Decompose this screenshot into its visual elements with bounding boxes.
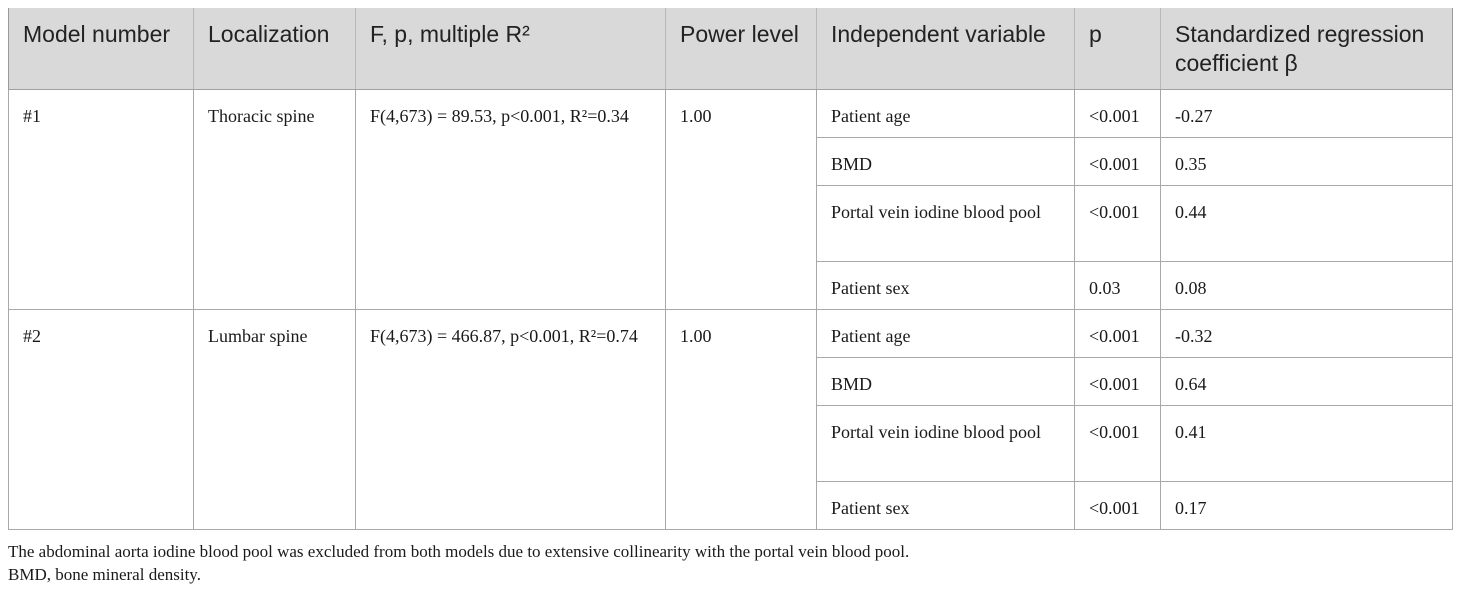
table-header — [9, 8, 1453, 90]
p-cell: <0.001 — [1075, 358, 1161, 406]
stats-cell: F(4,673) = 89.53, p<0.001, R²=0.34 — [356, 90, 666, 310]
table-row — [9, 310, 1453, 358]
p-cell: <0.001 — [1075, 138, 1161, 186]
p-cell: <0.001 — [1075, 406, 1161, 482]
header-f-p-r2: F, p, multiple R² — [356, 8, 666, 90]
variable-cell: Patient sex — [817, 482, 1075, 530]
variable-cell: Patient age — [817, 90, 1075, 138]
beta-cell: 0.41 — [1161, 406, 1453, 482]
p-cell: <0.001 — [1075, 186, 1161, 262]
footnote-bmd-abbreviation: BMD, bone mineral density. — [8, 565, 201, 584]
header-localization: Localization — [194, 8, 356, 90]
power-cell: 1.00 — [666, 90, 817, 310]
variable-cell: Patient age — [817, 310, 1075, 358]
variable-cell: Patient sex — [817, 262, 1075, 310]
header-model-number: Model number — [9, 8, 194, 90]
beta-cell: 0.35 — [1161, 138, 1453, 186]
p-cell: <0.001 — [1075, 482, 1161, 530]
header-power-level: Power level — [666, 8, 817, 90]
beta-cell: 0.08 — [1161, 262, 1453, 310]
variable-cell: Portal vein iodine blood pool — [817, 406, 1075, 482]
header-independent-variable: Independent variable — [817, 8, 1075, 90]
variable-cell: BMD — [817, 358, 1075, 406]
header-p: p — [1075, 8, 1161, 90]
header-beta: Standardized regression coefficient β — [1161, 8, 1453, 90]
localization-cell: Lumbar spine — [194, 310, 356, 530]
localization-cell: Thoracic spine — [194, 90, 356, 310]
table-row — [9, 90, 1453, 138]
beta-cell: 0.17 — [1161, 482, 1453, 530]
beta-cell: -0.32 — [1161, 310, 1453, 358]
footnote-collinearity: The abdominal aorta iodine blood pool was excluded from both models due to extensive collinearity with the portal vein blood pool. — [8, 542, 910, 561]
stats-cell: F(4,673) = 466.87, p<0.001, R²=0.74 — [356, 310, 666, 530]
model-number-cell: #1 — [9, 90, 194, 310]
p-cell: <0.001 — [1075, 310, 1161, 358]
table-body — [9, 90, 1453, 530]
beta-cell: -0.27 — [1161, 90, 1453, 138]
power-cell: 1.00 — [666, 310, 817, 530]
beta-cell: 0.44 — [1161, 186, 1453, 262]
beta-cell: 0.64 — [1161, 358, 1453, 406]
p-cell: <0.001 — [1075, 90, 1161, 138]
variable-cell: Portal vein iodine blood pool — [817, 186, 1075, 262]
p-cell: 0.03 — [1075, 262, 1161, 310]
model-number-cell: #2 — [9, 310, 194, 530]
variable-cell: BMD — [817, 138, 1075, 186]
regression-table — [8, 8, 1453, 530]
